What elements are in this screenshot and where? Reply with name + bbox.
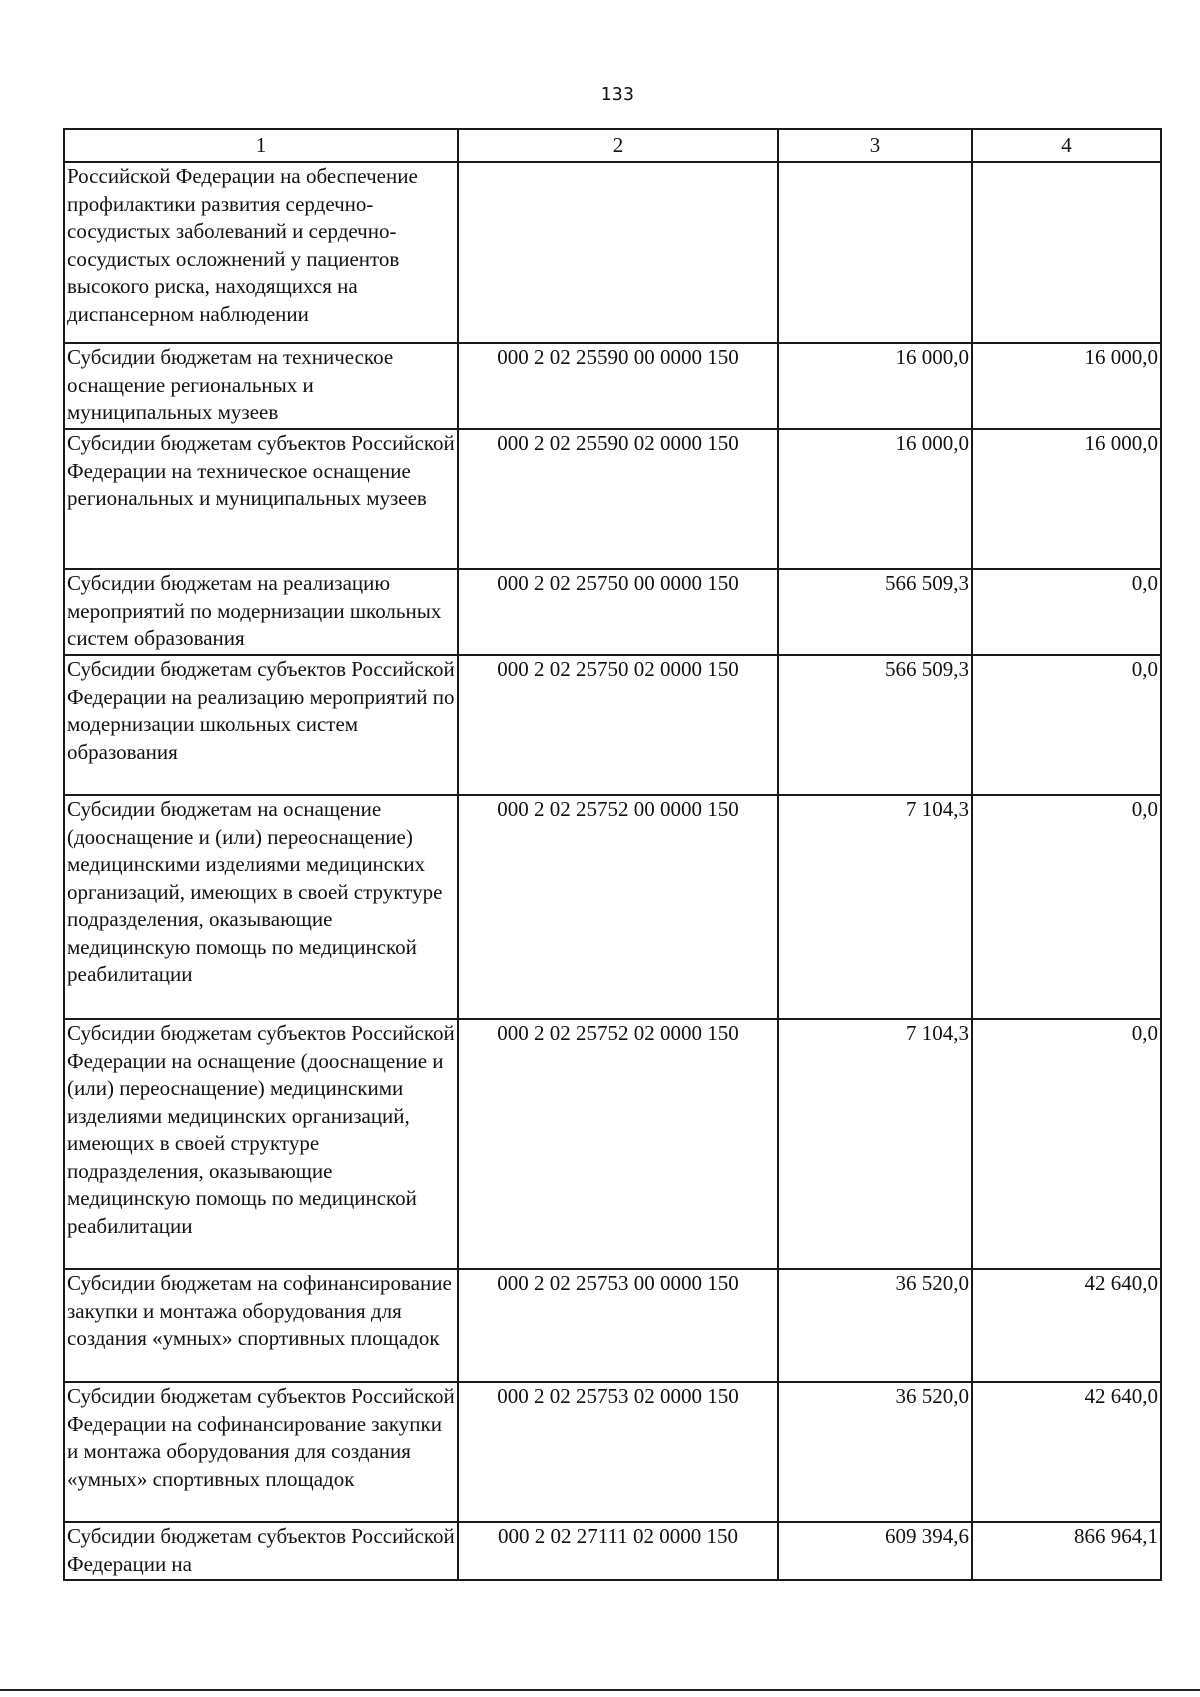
row-code: 000 2 02 25752 02 0000 150: [458, 1019, 778, 1269]
row-code: 000 2 02 25752 00 0000 150: [458, 795, 778, 1019]
budget-table: [63, 128, 1162, 1581]
row-code: 000 2 02 27111 02 0000 150: [458, 1522, 778, 1580]
row-value-col3: [778, 162, 972, 343]
row-value-col4: 0,0: [972, 1019, 1161, 1269]
row-description: Субсидии бюджетам на оснащение (дооснащение и (или) переоснащение) медицинскими изделиями медицинских организаций, имеющих в своей структуре подразделения, оказывающие медицинскую помощь по медицинской реабилитации: [64, 795, 458, 1019]
table-row: [64, 795, 1161, 1019]
column-header-1: 1: [64, 129, 458, 162]
row-value-col3: 36 520,0: [778, 1269, 972, 1382]
table-row: [64, 1269, 1161, 1382]
row-description: Субсидии бюджетам на реализацию мероприятий по модернизации школьных систем образования: [64, 569, 458, 655]
row-value-col4: 16 000,0: [972, 343, 1161, 429]
table-header-row: [64, 129, 1161, 162]
row-value-col4: [972, 162, 1161, 343]
row-value-col4: 866 964,1: [972, 1522, 1161, 1580]
row-value-col3: 16 000,0: [778, 343, 972, 429]
column-header-4: 4: [972, 129, 1161, 162]
row-description: Субсидии бюджетам на софинансирование закупки и монтажа оборудования для создания «умных» спортивных площадок: [64, 1269, 458, 1382]
row-code: 000 2 02 25590 02 0000 150: [458, 429, 778, 569]
row-description: Субсидии бюджетам субъектов Российской Федерации на оснащение (дооснащение и (или) переоснащение) медицинскими изделиями медицинских организаций, имеющих в своей структуре подразделения, оказывающие медицинскую помощь по медицинской реабилитации: [64, 1019, 458, 1269]
row-value-col4: 0,0: [972, 795, 1161, 1019]
footer-rule: [0, 1689, 1200, 1691]
row-description: Российской Федерации на обеспечение профилактики развития сердечно-сосудистых заболеваний и сердечно-сосудистых осложнений у пациентов высокого риска, находящихся на диспансерном наблюдении: [64, 162, 458, 343]
row-code: 000 2 02 25590 00 0000 150: [458, 343, 778, 429]
table-row: [64, 655, 1161, 795]
table-row: [64, 343, 1161, 429]
row-value-col3: 7 104,3: [778, 795, 972, 1019]
column-header-3: 3: [778, 129, 972, 162]
row-value-col3: 566 509,3: [778, 569, 972, 655]
row-value-col4: 42 640,0: [972, 1269, 1161, 1382]
table-row: [64, 162, 1161, 343]
row-value-col4: 42 640,0: [972, 1382, 1161, 1522]
row-description: Субсидии бюджетам субъектов Российской Федерации на техническое оснащение региональных и муниципальных музеев: [64, 429, 458, 569]
row-value-col4: 0,0: [972, 655, 1161, 795]
row-description: Субсидии бюджетам субъектов Российской Федерации на: [64, 1522, 458, 1580]
row-value-col4: 16 000,0: [972, 429, 1161, 569]
table-row: [64, 569, 1161, 655]
row-code: [458, 162, 778, 343]
row-value-col3: 566 509,3: [778, 655, 972, 795]
row-value-col3: 7 104,3: [778, 1019, 972, 1269]
table-row: [64, 1522, 1161, 1580]
row-code: 000 2 02 25753 02 0000 150: [458, 1382, 778, 1522]
row-code: 000 2 02 25753 00 0000 150: [458, 1269, 778, 1382]
table-row: [64, 1382, 1161, 1522]
row-description: Субсидии бюджетам субъектов Российской Федерации на реализацию мероприятий по модернизации школьных систем образования: [64, 655, 458, 795]
row-description: Субсидии бюджетам на техническое оснащение региональных и муниципальных музеев: [64, 343, 458, 429]
table-row: [64, 429, 1161, 569]
row-description: Субсидии бюджетам субъектов Российской Федерации на софинансирование закупки и монтажа оборудования для создания «умных» спортивных площадок: [64, 1382, 458, 1522]
row-value-col4: 0,0: [972, 569, 1161, 655]
row-value-col3: 609 394,6: [778, 1522, 972, 1580]
row-code: 000 2 02 25750 02 0000 150: [458, 655, 778, 795]
row-value-col3: 36 520,0: [778, 1382, 972, 1522]
table-row: [64, 1019, 1161, 1269]
row-code: 000 2 02 25750 00 0000 150: [458, 569, 778, 655]
column-header-2: 2: [458, 129, 778, 162]
page-number: 133: [600, 84, 635, 105]
row-value-col3: 16 000,0: [778, 429, 972, 569]
